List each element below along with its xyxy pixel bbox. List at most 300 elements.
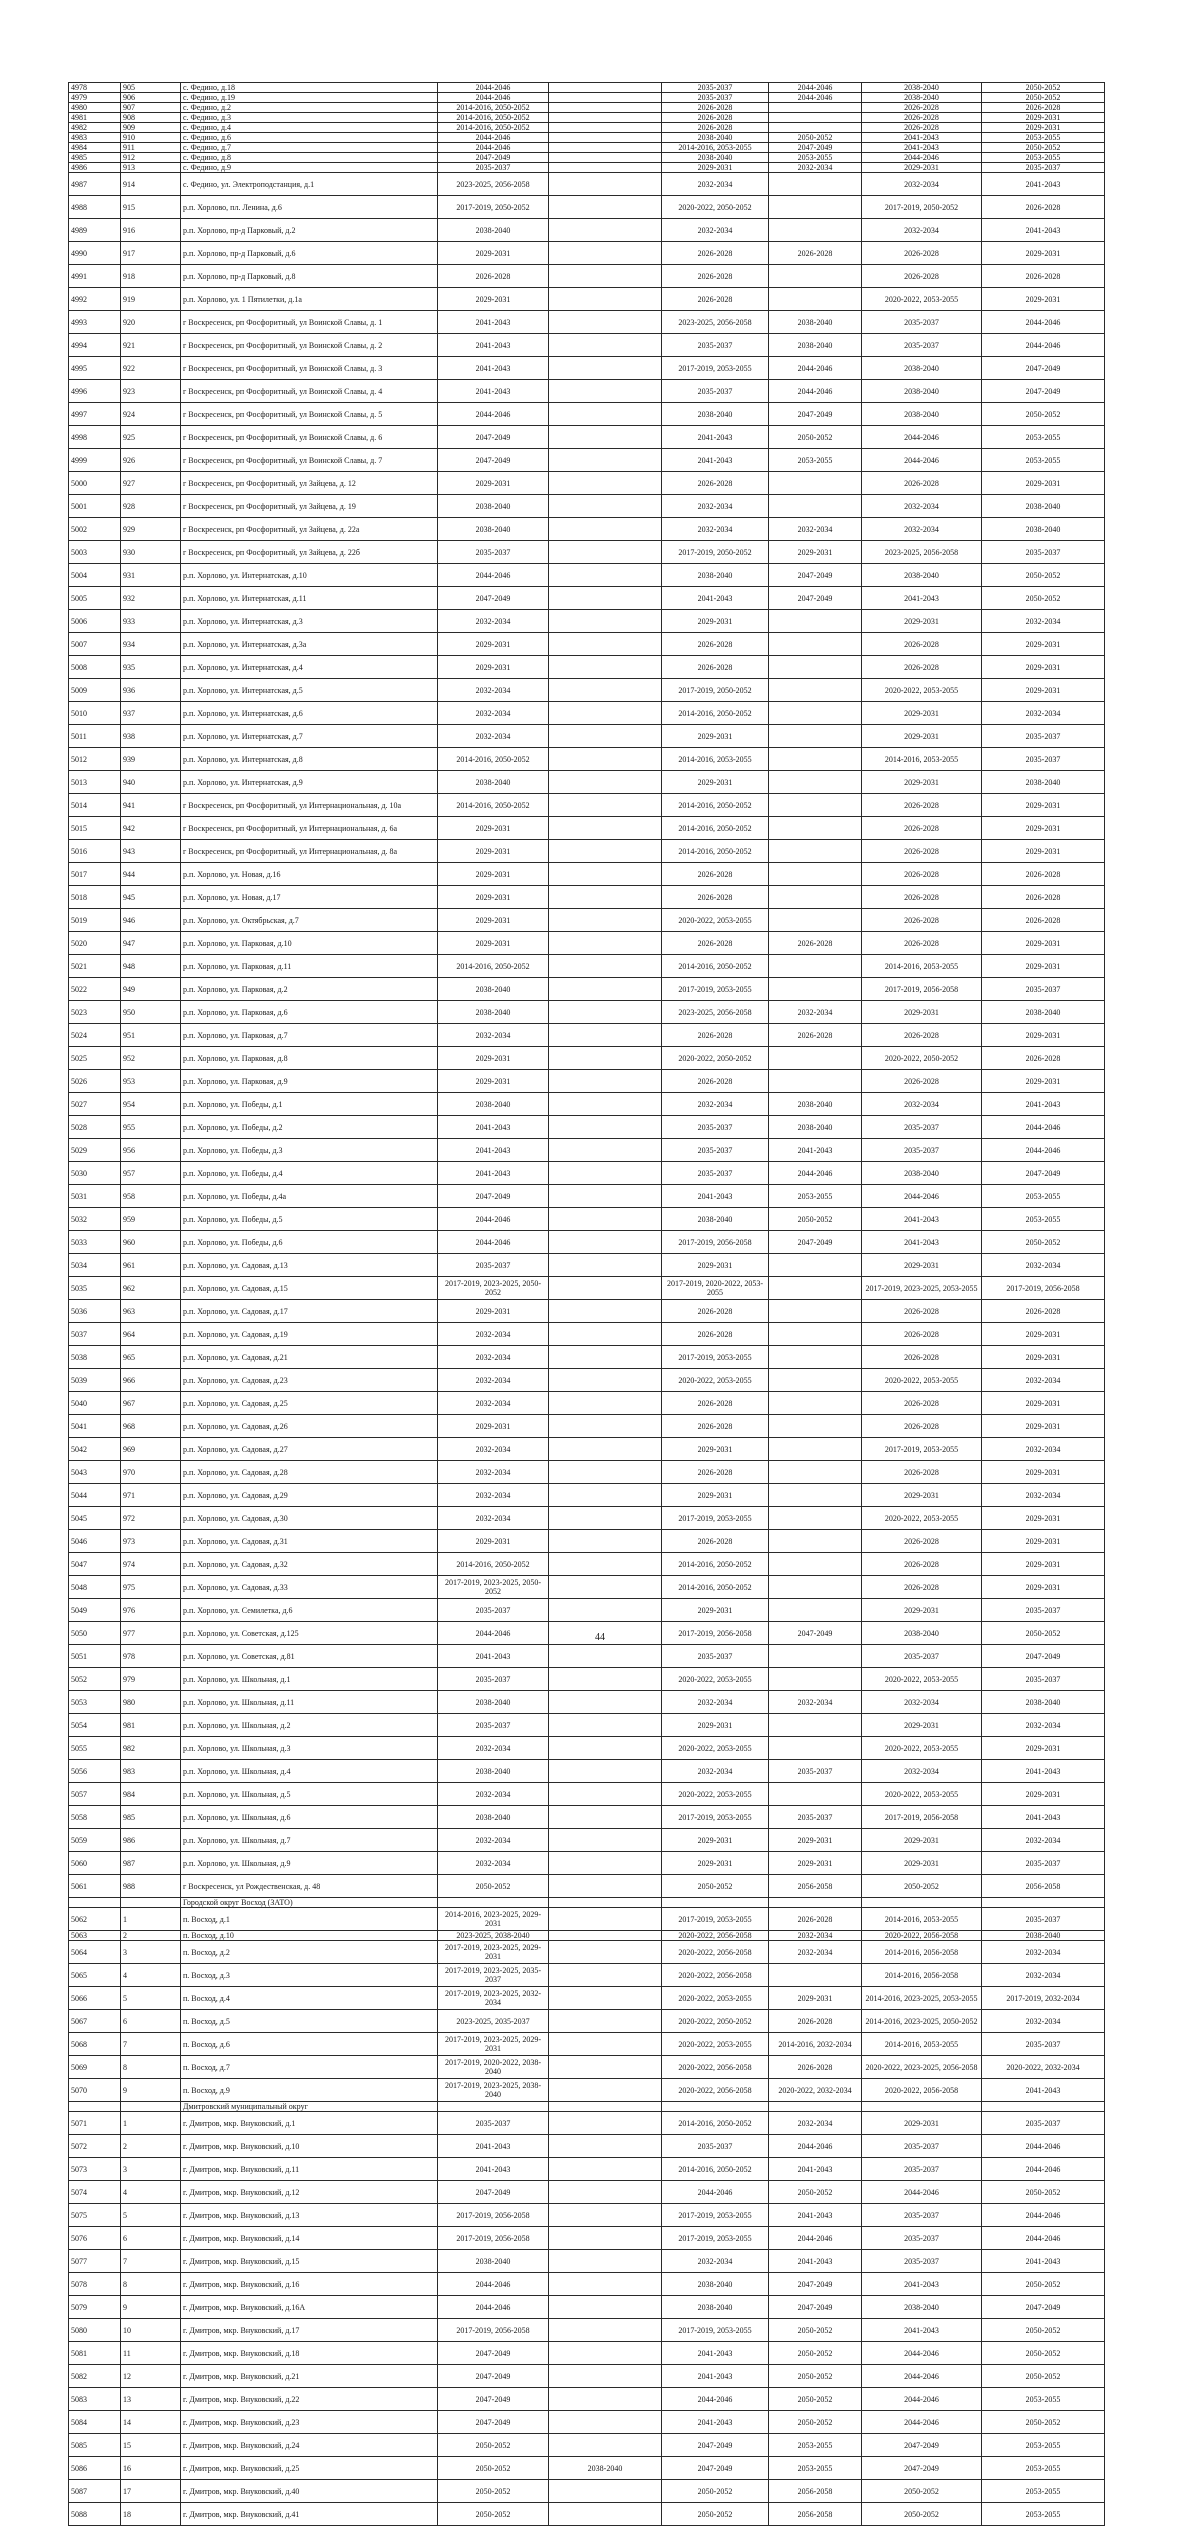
period-cell-6: 2029-2031 (982, 794, 1105, 817)
period-cell-2 (549, 633, 662, 656)
address-cell: р.п. Хорлово, ул. Садовая, д.25 (181, 1392, 438, 1415)
period-cell-5: 2020-2022, 2053-2055 (862, 288, 982, 311)
period-cell-3: 2032-2034 (662, 2250, 769, 2273)
row-number-cell: 5036 (69, 1300, 121, 1323)
period-cell-2 (549, 311, 662, 334)
local-number-cell: 933 (121, 610, 181, 633)
period-cell-5: 2026-2028 (862, 1461, 982, 1484)
table-row (69, 1277, 1105, 1300)
period-cell-1: 2050-2052 (438, 2503, 549, 2526)
period-cell-1: 2047-2049 (438, 2365, 549, 2388)
period-cell-5: 2026-2028 (862, 1415, 982, 1438)
period-cell-1: 2047-2049 (438, 2388, 549, 2411)
period-cell-4: 2050-2052 (769, 2388, 862, 2411)
period-cell-1: 2047-2049 (438, 1185, 549, 1208)
row-number-cell: 5032 (69, 1208, 121, 1231)
period-cell-1: 2038-2040 (438, 1806, 549, 1829)
period-cell-4: 2032-2034 (769, 518, 862, 541)
period-cell-6: 2029-2031 (982, 123, 1105, 133)
period-cell-4 (769, 1645, 862, 1668)
period-cell-3: 2026-2028 (662, 123, 769, 133)
period-cell-2 (549, 1645, 662, 1668)
period-cell-5: 2020-2022, 2050-2052 (862, 1047, 982, 1070)
period-cell-3: 2020-2022, 2056-2058 (662, 1941, 769, 1964)
period-cell-2 (549, 2056, 662, 2079)
period-cell-2 (549, 2204, 662, 2227)
row-number-cell: 5046 (69, 1530, 121, 1553)
local-number-cell: 1 (121, 2112, 181, 2135)
local-number-cell: 967 (121, 1392, 181, 1415)
address-cell: п. Восход, д.1 (181, 1908, 438, 1931)
address-cell: р.п. Хорлово, ул. Победы, д.3 (181, 1139, 438, 1162)
period-cell-6: 2026-2028 (982, 1047, 1105, 1070)
local-number-cell: 951 (121, 1024, 181, 1047)
period-cell-6: 2038-2040 (982, 1001, 1105, 1024)
period-cell-3: 2032-2034 (662, 1691, 769, 1714)
period-cell-5: 2044-2046 (862, 2365, 982, 2388)
period-cell-6: 2041-2043 (982, 2250, 1105, 2273)
table-row (69, 1024, 1105, 1047)
local-number-cell: 946 (121, 909, 181, 932)
row-number-cell: 5007 (69, 633, 121, 656)
period-cell-1: 2029-2031 (438, 1070, 549, 1093)
period-cell-4: 2044-2046 (769, 83, 862, 93)
period-cell-2 (549, 656, 662, 679)
period-cell-1: 2044-2046 (438, 143, 549, 153)
row-number-cell: 5000 (69, 472, 121, 495)
period-cell-1: 2038-2040 (438, 771, 549, 794)
table-row (69, 1254, 1105, 1277)
address-cell: г Воскресенск, ул Рождественская, д. 48 (181, 1875, 438, 1898)
period-cell-2 (549, 2079, 662, 2102)
local-number-cell: 936 (121, 679, 181, 702)
period-cell-1: 2017-2019, 2023-2025, 2029-2031 (438, 2033, 549, 2056)
table-row (69, 771, 1105, 794)
period-cell-5: 2035-2037 (862, 1116, 982, 1139)
period-cell-6: 2029-2031 (982, 1461, 1105, 1484)
row-number-cell: 5063 (69, 1931, 121, 1941)
period-cell-4 (769, 1346, 862, 1369)
address-cell: р.п. Хорлово, ул. Парковая, д.2 (181, 978, 438, 1001)
period-cell-3: 2014-2016, 2050-2052 (662, 955, 769, 978)
period-cell-4 (769, 1898, 862, 1908)
period-cell-1: 2035-2037 (438, 1668, 549, 1691)
period-cell-6: 2035-2037 (982, 725, 1105, 748)
period-cell-4: 2044-2046 (769, 380, 862, 403)
table-row (69, 196, 1105, 219)
period-cell-6: 2032-2034 (982, 1964, 1105, 1987)
local-number-cell: 973 (121, 1530, 181, 1553)
period-cell-1: 2023-2025, 2056-2058 (438, 173, 549, 196)
period-cell-1 (438, 2102, 549, 2112)
table-row (69, 357, 1105, 380)
period-cell-6: 2032-2034 (982, 1369, 1105, 1392)
row-number-cell: 5076 (69, 2227, 121, 2250)
period-cell-1 (438, 1898, 549, 1908)
period-cell-3: 2020-2022, 2053-2055 (662, 1987, 769, 2010)
table-row (69, 1231, 1105, 1254)
period-cell-6: 2029-2031 (982, 1346, 1105, 1369)
table-row (69, 1783, 1105, 1806)
address-cell: р.п. Хорлово, ул. Парковая, д.6 (181, 1001, 438, 1024)
period-cell-6: 2047-2049 (982, 1645, 1105, 1668)
row-number-cell: 5070 (69, 2079, 121, 2102)
address-cell: р.п. Хорлово, ул. Садовая, д.31 (181, 1530, 438, 1553)
table-row (69, 1093, 1105, 1116)
section-heading-row (69, 1898, 1105, 1908)
period-cell-3: 2023-2025, 2056-2058 (662, 1001, 769, 1024)
local-number-cell: 974 (121, 1553, 181, 1576)
period-cell-6: 2029-2031 (982, 679, 1105, 702)
period-cell-5: 2047-2049 (862, 2434, 982, 2457)
period-cell-4 (769, 817, 862, 840)
period-cell-3: 2017-2019, 2053-2055 (662, 1507, 769, 1530)
period-cell-5: 2038-2040 (862, 357, 982, 380)
address-cell: г. Дмитров, мкр. Внуковский, д.11 (181, 2158, 438, 2181)
table-row (69, 1941, 1105, 1964)
period-cell-5: 2041-2043 (862, 2273, 982, 2296)
period-cell-3: 2017-2019, 2053-2055 (662, 1346, 769, 1369)
table-row (69, 2181, 1105, 2204)
address-cell: р.п. Хорлово, ул. Победы, д.5 (181, 1208, 438, 1231)
period-cell-6: 2050-2052 (982, 93, 1105, 103)
period-cell-3: 2029-2031 (662, 725, 769, 748)
period-cell-4: 2044-2046 (769, 1162, 862, 1185)
period-cell-6: 2050-2052 (982, 2319, 1105, 2342)
period-cell-5: 2050-2052 (862, 2503, 982, 2526)
period-cell-4: 2029-2031 (769, 1987, 862, 2010)
period-cell-3: 2035-2037 (662, 2135, 769, 2158)
period-cell-2 (549, 1507, 662, 1530)
address-cell: р.п. Хорлово, пл. Ленина, д.6 (181, 196, 438, 219)
period-cell-3: 2044-2046 (662, 2181, 769, 2204)
local-number-cell: 4 (121, 1964, 181, 1987)
period-cell-3: 2038-2040 (662, 133, 769, 143)
period-cell-5: 2020-2022, 2023-2025, 2056-2058 (862, 2056, 982, 2079)
period-cell-6: 2044-2046 (982, 334, 1105, 357)
period-cell-1: 2023-2025, 2038-2040 (438, 1931, 549, 1941)
row-number-cell: 5012 (69, 748, 121, 771)
period-cell-5: 2044-2046 (862, 1185, 982, 1208)
period-cell-6: 2029-2031 (982, 656, 1105, 679)
period-cell-6: 2029-2031 (982, 840, 1105, 863)
period-cell-6: 2038-2040 (982, 1691, 1105, 1714)
row-number-cell: 5065 (69, 1964, 121, 1987)
period-cell-2 (549, 932, 662, 955)
period-cell-2 (549, 725, 662, 748)
period-cell-2 (549, 909, 662, 932)
local-number-cell: 982 (121, 1737, 181, 1760)
address-cell: с. Федино, д.4 (181, 123, 438, 133)
address-cell: р.п. Хорлово, пр-д Парковый, д.8 (181, 265, 438, 288)
local-number-cell: 986 (121, 1829, 181, 1852)
row-number-cell: 5010 (69, 702, 121, 725)
period-cell-2 (549, 2411, 662, 2434)
period-cell-3: 2017-2019, 2020-2022, 2053-2055 (662, 1277, 769, 1300)
address-cell: с. Федино, д.6 (181, 133, 438, 143)
address-cell: г. Дмитров, мкр. Внуковский, д.16А (181, 2296, 438, 2319)
period-cell-1: 2041-2043 (438, 311, 549, 334)
address-cell: р.п. Хорлово, ул. Школьная, д.6 (181, 1806, 438, 1829)
address-cell: п. Восход, д.6 (181, 2033, 438, 2056)
period-cell-2 (549, 978, 662, 1001)
period-cell-5: 2041-2043 (862, 1208, 982, 1231)
address-cell: п. Восход, д.2 (181, 1941, 438, 1964)
period-cell-2 (549, 1392, 662, 1415)
row-number-cell: 5025 (69, 1047, 121, 1070)
address-cell: р.п. Хорлово, ул. Садовая, д.17 (181, 1300, 438, 1323)
local-number-cell: 906 (121, 93, 181, 103)
period-cell-6: 2053-2055 (982, 1185, 1105, 1208)
period-cell-1: 2044-2046 (438, 133, 549, 143)
period-cell-6: 2056-2058 (982, 1875, 1105, 1898)
local-number-cell: 959 (121, 1208, 181, 1231)
period-cell-4: 2056-2058 (769, 2480, 862, 2503)
period-cell-3: 2014-2016, 2050-2052 (662, 1553, 769, 1576)
local-number-cell: 6 (121, 2227, 181, 2250)
row-number-cell: 4998 (69, 426, 121, 449)
period-cell-1: 2044-2046 (438, 2296, 549, 2319)
period-cell-1: 2032-2034 (438, 1461, 549, 1484)
period-cell-2 (549, 2296, 662, 2319)
period-cell-3: 2020-2022, 2053-2055 (662, 1783, 769, 1806)
period-cell-6: 2029-2031 (982, 1415, 1105, 1438)
period-cell-3: 2041-2043 (662, 426, 769, 449)
address-cell: р.п. Хорлово, пр-д Парковый, д.2 (181, 219, 438, 242)
row-number-cell: 4984 (69, 143, 121, 153)
period-cell-1: 2029-2031 (438, 886, 549, 909)
period-cell-2 (549, 495, 662, 518)
period-cell-5: 2014-2016, 2056-2058 (862, 1964, 982, 1987)
period-cell-5: 2026-2028 (862, 1553, 982, 1576)
period-cell-5: 2026-2028 (862, 794, 982, 817)
row-number-cell: 5020 (69, 932, 121, 955)
period-cell-4 (769, 656, 862, 679)
period-cell-3: 2029-2031 (662, 1599, 769, 1622)
table-row (69, 1829, 1105, 1852)
period-cell-3: 2050-2052 (662, 1875, 769, 1898)
period-cell-5: 2047-2049 (862, 2457, 982, 2480)
row-number-cell: 5034 (69, 1254, 121, 1277)
period-cell-1: 2035-2037 (438, 163, 549, 173)
row-number-cell: 5016 (69, 840, 121, 863)
row-number-cell: 4978 (69, 83, 121, 93)
period-cell-6: 2032-2034 (982, 702, 1105, 725)
period-cell-4: 2029-2031 (769, 541, 862, 564)
table-row (69, 2250, 1105, 2273)
period-cell-4 (769, 1714, 862, 1737)
local-number-cell: 957 (121, 1162, 181, 1185)
period-cell-2 (549, 748, 662, 771)
period-cell-2 (549, 1908, 662, 1931)
period-cell-4: 2044-2046 (769, 357, 862, 380)
period-cell-3: 2026-2028 (662, 1392, 769, 1415)
local-number-cell: 941 (121, 794, 181, 817)
table-row (69, 133, 1105, 143)
period-cell-4: 2032-2034 (769, 163, 862, 173)
period-cell-5: 2032-2034 (862, 1691, 982, 1714)
table-row (69, 610, 1105, 633)
address-cell: г Воскресенск, рп Фосфоритный, ул Зайцева, д. 22б (181, 541, 438, 564)
address-cell: р.п. Хорлово, ул. Школьная, д.7 (181, 1829, 438, 1852)
period-cell-3: 2017-2019, 2053-2055 (662, 1908, 769, 1931)
address-cell: г. Дмитров, мкр. Внуковский, д.16 (181, 2273, 438, 2296)
period-cell-4 (769, 748, 862, 771)
period-cell-5: 2035-2037 (862, 2158, 982, 2181)
address-cell: р.п. Хорлово, ул. Интернатская, д.11 (181, 587, 438, 610)
local-number-cell: 9 (121, 2296, 181, 2319)
period-cell-3: 2026-2028 (662, 1461, 769, 1484)
period-cell-5: 2017-2019, 2023-2025, 2053-2055 (862, 1277, 982, 1300)
address-cell: с. Федино, д.19 (181, 93, 438, 103)
table-row (69, 1987, 1105, 2010)
period-cell-6: 2026-2028 (982, 265, 1105, 288)
table-row (69, 863, 1105, 886)
period-cell-4: 2047-2049 (769, 587, 862, 610)
table-row (69, 2365, 1105, 2388)
period-cell-1: 2029-2031 (438, 840, 549, 863)
period-cell-5: 2014-2016, 2056-2058 (862, 1941, 982, 1964)
local-number-cell: 943 (121, 840, 181, 863)
row-number-cell: 5031 (69, 1185, 121, 1208)
address-cell: р.п. Хорлово, ул. Садовая, д.32 (181, 1553, 438, 1576)
row-number-cell: 4985 (69, 153, 121, 163)
period-cell-5: 2035-2037 (862, 334, 982, 357)
period-cell-3: 2029-2031 (662, 1714, 769, 1737)
period-cell-4: 2041-2043 (769, 2250, 862, 2273)
address-cell: р.п. Хорлово, ул. Интернатская, д.5 (181, 679, 438, 702)
period-cell-1: 2044-2046 (438, 1622, 549, 1645)
period-cell-4: 2050-2052 (769, 2181, 862, 2204)
period-cell-4 (769, 840, 862, 863)
period-cell-4 (769, 1369, 862, 1392)
table-row (69, 1908, 1105, 1931)
local-number-cell: 942 (121, 817, 181, 840)
table-row (69, 2112, 1105, 2135)
period-cell-3: 2050-2052 (662, 2480, 769, 2503)
period-cell-1: 2041-2043 (438, 1116, 549, 1139)
row-number-cell: 4989 (69, 219, 121, 242)
table-row (69, 2227, 1105, 2250)
period-cell-6: 2038-2040 (982, 495, 1105, 518)
period-cell-5: 2020-2022, 2056-2058 (862, 2079, 982, 2102)
address-cell: г Воскресенск, рп Фосфоритный, ул Воинской Славы, д. 2 (181, 334, 438, 357)
period-cell-3: 2026-2028 (662, 863, 769, 886)
row-number-cell: 4979 (69, 93, 121, 103)
table-row (69, 2342, 1105, 2365)
period-cell-2 (549, 2033, 662, 2056)
period-cell-5: 2026-2028 (862, 909, 982, 932)
period-cell-2 (549, 840, 662, 863)
table-row (69, 2503, 1105, 2526)
period-cell-6: 2044-2046 (982, 2158, 1105, 2181)
table-row (69, 2480, 1105, 2503)
address-cell: г. Дмитров, мкр. Внуковский, д.13 (181, 2204, 438, 2227)
row-number-cell: 5008 (69, 656, 121, 679)
period-cell-4: 2050-2052 (769, 1208, 862, 1231)
period-cell-1: 2038-2040 (438, 1001, 549, 1024)
period-cell-5: 2026-2028 (862, 840, 982, 863)
address-cell: р.п. Хорлово, ул. Садовая, д.29 (181, 1484, 438, 1507)
table-row (69, 1415, 1105, 1438)
address-cell: с. Федино, ул. Электроподстанция, д.1 (181, 173, 438, 196)
period-cell-6: 2041-2043 (982, 219, 1105, 242)
row-number-cell: 5014 (69, 794, 121, 817)
period-cell-6: 2041-2043 (982, 173, 1105, 196)
period-cell-6: 2032-2034 (982, 2010, 1105, 2033)
address-cell: п. Восход, д.10 (181, 1931, 438, 1941)
period-cell-1: 2014-2016, 2050-2052 (438, 955, 549, 978)
period-cell-2 (549, 2227, 662, 2250)
period-cell-3: 2017-2019, 2053-2055 (662, 1806, 769, 1829)
period-cell-2 (549, 771, 662, 794)
period-cell-6: 2029-2031 (982, 633, 1105, 656)
row-number-cell: 5004 (69, 564, 121, 587)
period-cell-3: 2035-2037 (662, 1645, 769, 1668)
period-cell-2 (549, 2365, 662, 2388)
period-cell-3: 2029-2031 (662, 163, 769, 173)
address-cell: г. Дмитров, мкр. Внуковский, д.14 (181, 2227, 438, 2250)
period-cell-3: 2047-2049 (662, 2434, 769, 2457)
table-row (69, 1964, 1105, 1987)
period-cell-4 (769, 794, 862, 817)
row-number-cell: 5072 (69, 2135, 121, 2158)
table-row (69, 2434, 1105, 2457)
local-number-cell: 968 (121, 1415, 181, 1438)
period-cell-5: 2014-2016, 2053-2055 (862, 748, 982, 771)
period-cell-3: 2044-2046 (662, 2388, 769, 2411)
period-cell-6: 2044-2046 (982, 2227, 1105, 2250)
period-cell-6: 2041-2043 (982, 1093, 1105, 1116)
address-cell: р.п. Хорлово, ул. Новая, д.16 (181, 863, 438, 886)
period-cell-1: 2041-2043 (438, 2135, 549, 2158)
period-cell-6: 2050-2052 (982, 2273, 1105, 2296)
period-cell-3: 2026-2028 (662, 1024, 769, 1047)
period-cell-6: 2038-2040 (982, 771, 1105, 794)
row-number-cell: 5087 (69, 2480, 121, 2503)
period-cell-2 (549, 2102, 662, 2112)
address-cell: г. Дмитров, мкр. Внуковский, д.23 (181, 2411, 438, 2434)
period-cell-3: 2017-2019, 2053-2055 (662, 357, 769, 380)
period-cell-5: 2026-2028 (862, 1070, 982, 1093)
row-number-cell: 5040 (69, 1392, 121, 1415)
period-cell-6: 2029-2031 (982, 1070, 1105, 1093)
period-cell-5: 2029-2031 (862, 1254, 982, 1277)
period-cell-4 (769, 955, 862, 978)
period-cell-1: 2029-2031 (438, 288, 549, 311)
period-cell-3: 2026-2028 (662, 1530, 769, 1553)
period-cell-4 (769, 2102, 862, 2112)
period-cell-3: 2017-2019, 2050-2052 (662, 679, 769, 702)
local-number-cell: 919 (121, 288, 181, 311)
address-cell: р.п. Хорлово, ул. 1 Пятилетки, д.1а (181, 288, 438, 311)
period-cell-2 (549, 817, 662, 840)
table-row (69, 1300, 1105, 1323)
local-number-cell: 14 (121, 2411, 181, 2434)
address-cell: р.п. Хорлово, ул. Интернатская, д.4 (181, 656, 438, 679)
period-cell-4: 2038-2040 (769, 334, 862, 357)
period-cell-2 (549, 2480, 662, 2503)
period-cell-6: 2032-2034 (982, 1254, 1105, 1277)
period-cell-5: 2020-2022, 2053-2055 (862, 1783, 982, 1806)
period-cell-4: 2053-2055 (769, 2434, 862, 2457)
local-number-cell: 964 (121, 1323, 181, 1346)
period-cell-6: 2050-2052 (982, 1622, 1105, 1645)
period-cell-4 (769, 1300, 862, 1323)
row-number-cell: 5071 (69, 2112, 121, 2135)
period-cell-2 (549, 173, 662, 196)
period-cell-1: 2017-2019, 2050-2052 (438, 196, 549, 219)
